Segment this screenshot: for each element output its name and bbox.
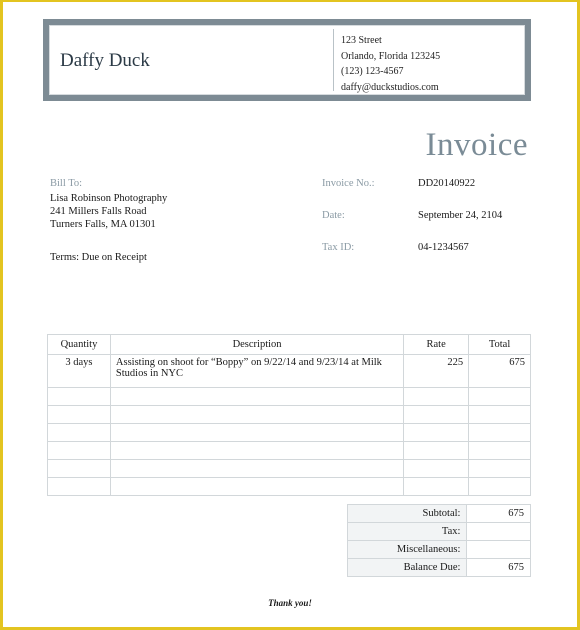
table-row: [48, 355, 531, 388]
bill-to-city: Turners Falls, MA 01301: [50, 218, 156, 230]
company-name: Daffy Duck: [60, 50, 150, 71]
bill-to-label: Bill To:: [50, 178, 83, 189]
cell-description: [110, 478, 403, 496]
cell-total: [469, 406, 531, 424]
cell-quantity: [48, 460, 111, 478]
date-label: Date:: [322, 210, 345, 221]
bill-to-street: 241 Millers Falls Road: [50, 205, 147, 217]
subtotal-label: Subtotal:: [348, 505, 467, 523]
cell-rate: [404, 388, 469, 406]
cell-quantity: [48, 478, 111, 496]
table-row: [48, 460, 531, 478]
misc-row: [348, 541, 531, 559]
tax-row: [348, 523, 531, 541]
payment-terms: Terms: Due on Receipt: [50, 252, 147, 263]
cell-description: [110, 388, 403, 406]
cell-rate: [404, 424, 469, 442]
bill-to-address: [50, 193, 167, 231]
col-quantity: Quantity: [48, 335, 111, 355]
cell-quantity: [48, 442, 111, 460]
cell-quantity: [48, 388, 111, 406]
cell-quantity: [48, 424, 111, 442]
cell-rate: [404, 406, 469, 424]
cell-total: [469, 388, 531, 406]
thank-you-note: Thank you!: [268, 598, 312, 608]
totals-table: [347, 504, 531, 577]
col-total: Total: [469, 335, 531, 355]
cell-rate: [404, 442, 469, 460]
address-street: 123 Street: [341, 35, 382, 46]
col-description: Description: [110, 335, 403, 355]
subtotal-row: [348, 505, 531, 523]
cell-total: [469, 460, 531, 478]
misc-label: Miscellaneous:: [348, 541, 467, 559]
cell-rate: [404, 478, 469, 496]
cell-rate: 225: [404, 355, 469, 388]
address-email: daffy@duckstudios.com: [341, 81, 439, 93]
line-items-table: [47, 334, 531, 496]
cell-total: [469, 424, 531, 442]
balance-value: 675: [467, 559, 531, 577]
balance-row: [348, 559, 531, 577]
table-row: [48, 388, 531, 406]
invoice-no-label: Invoice No.:: [322, 178, 375, 189]
line-items-header: [48, 335, 531, 355]
address-city: Orlando, Florida 123245: [341, 50, 441, 62]
cell-description: Assisting on shoot for “Boppy” on 9/22/14 and 9/23/14 at Milk Studios in NYC: [110, 355, 403, 388]
cell-description: [110, 460, 403, 478]
tax-value: [467, 523, 531, 541]
letterhead-inner: [49, 25, 525, 95]
cell-total: [469, 478, 531, 496]
invoice-title: Invoice: [425, 127, 528, 163]
subtotal-value: 675: [467, 505, 531, 523]
date-value: September 24, 2104: [418, 210, 503, 221]
tax-id-value: 04-1234567: [418, 242, 469, 253]
cell-total: [469, 442, 531, 460]
bill-to-name: Lisa Robinson Photography: [50, 193, 168, 204]
cell-description: [110, 424, 403, 442]
misc-value: [467, 541, 531, 559]
table-row: [48, 442, 531, 460]
letterhead-divider: [333, 29, 334, 91]
company-address: [341, 33, 440, 95]
table-row: [48, 406, 531, 424]
col-rate: Rate: [404, 335, 469, 355]
cell-total: 675: [469, 355, 531, 388]
cell-description: [110, 442, 403, 460]
cell-quantity: 3 days: [48, 355, 111, 388]
table-row: [48, 478, 531, 496]
letterhead: [43, 19, 531, 101]
balance-label: Balance Due:: [348, 559, 467, 577]
cell-description: [110, 406, 403, 424]
cell-quantity: [48, 406, 111, 424]
tax-id-label: Tax ID:: [322, 242, 355, 253]
table-row: [48, 424, 531, 442]
address-phone: (123) 123-4567: [341, 66, 404, 77]
tax-label: Tax:: [348, 523, 467, 541]
invoice-no-value: DD20140922: [418, 178, 476, 189]
cell-rate: [404, 460, 469, 478]
